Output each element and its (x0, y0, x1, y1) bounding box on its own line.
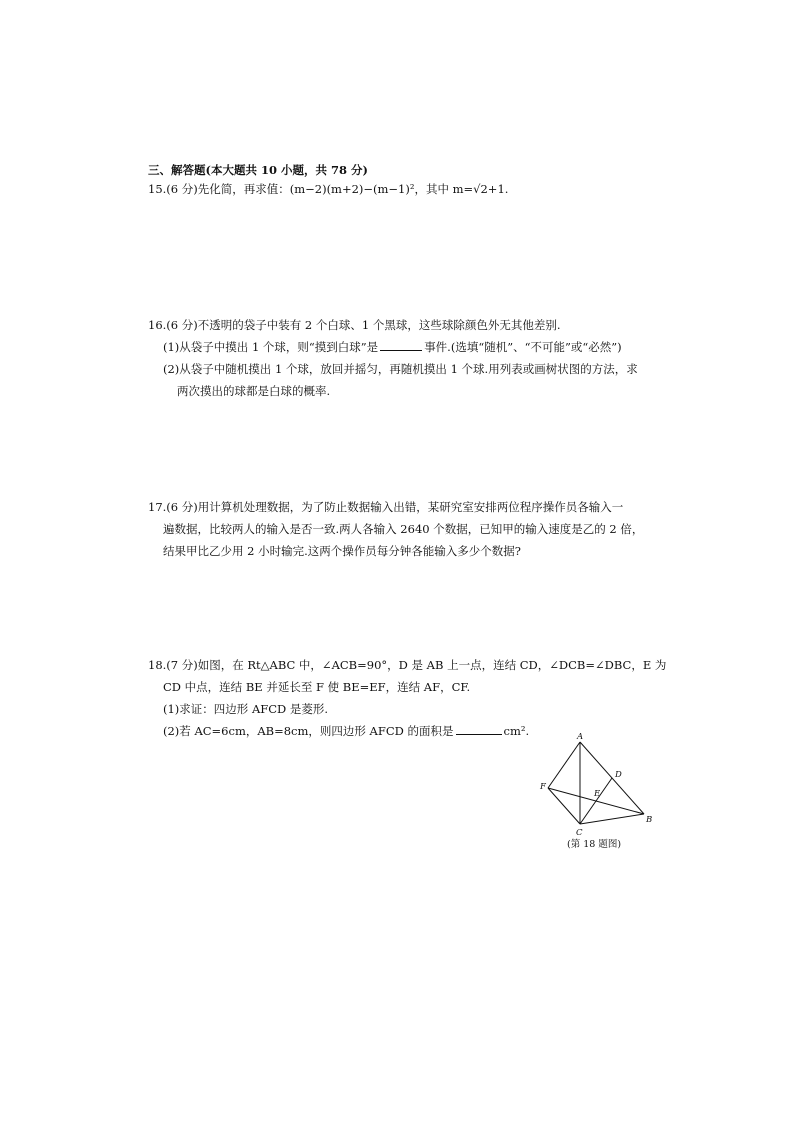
question-18-line1: 18.(7 分)如图，在 Rt△ABC 中，∠ACB=90°，D 是 AB 上一点，连结 CD，∠DCB=∠DBC，E 为 (148, 658, 667, 672)
q16-answer-blank (380, 339, 422, 351)
question-17-line2: 遍数据，比较两人的输入是否一致.两人各输入 2640 个数据，已知甲的输入速度是乙的 2 倍， (163, 522, 644, 536)
q18-answer-blank (456, 723, 502, 735)
question-18-line2: CD 中点，连结 BE 并延长至 F 使 BE=EF，连结 AF，CF. (163, 680, 471, 694)
question-18-part1: (1)求证：四边形 AFCD 是菱形. (163, 702, 329, 716)
q16-part1-after: 事件.(选填“随机”、“不可能”或“必然”) (424, 340, 622, 354)
segment-af (548, 742, 580, 788)
label-b: B (646, 815, 653, 825)
question-15: 15.(6 分)先化简，再求值：(m−2)(m+2)−(m−1)²，其中 m=√2+1. (148, 182, 509, 196)
label-c: C (576, 828, 583, 838)
question-16-part2-line2: 两次摸出的球都是白球的概率. (177, 384, 331, 398)
label-f: F (540, 782, 546, 792)
label-a: A (577, 732, 584, 742)
q16-part1-before: (1)从袋子中摸出 1 个球，则“摸到白球”是 (163, 340, 379, 354)
label-e: E (594, 789, 601, 799)
q18-part2-before: (2)若 AC=6cm，AB=8cm，则四边形 AFCD 的面积是 (163, 724, 454, 738)
q18-part2-after: cm². (503, 724, 530, 738)
segment-cb (580, 814, 644, 824)
question-16-part2-line1: (2)从袋子中随机摸出 1 个球，放回并摇匀，再随机摸出 1 个球.用列表或画树状图的方法，求 (163, 362, 638, 376)
figure-18-caption: (第 18 题图) (567, 839, 622, 850)
label-d: D (615, 770, 622, 780)
question-17-line3: 结果甲比乙少用 2 小时输完.这两个操作员每分钟各能输入多少个数据? (163, 544, 521, 558)
question-16-stem: 16.(6 分)不透明的袋子中装有 2 个白球、1 个黑球，这些球除颜色外无其他差别. (148, 318, 561, 332)
segment-fc (548, 788, 580, 824)
question-16-part1 (163, 339, 622, 355)
question-17-line1: 17.(6 分)用计算机处理数据，为了防止数据输入出错，某研究室安排两位程序操作员各输入一 (148, 500, 624, 514)
section-heading: 三、解答题(本大题共 10 小题，共 78 分) (148, 163, 368, 177)
question-18-part2 (163, 723, 529, 739)
